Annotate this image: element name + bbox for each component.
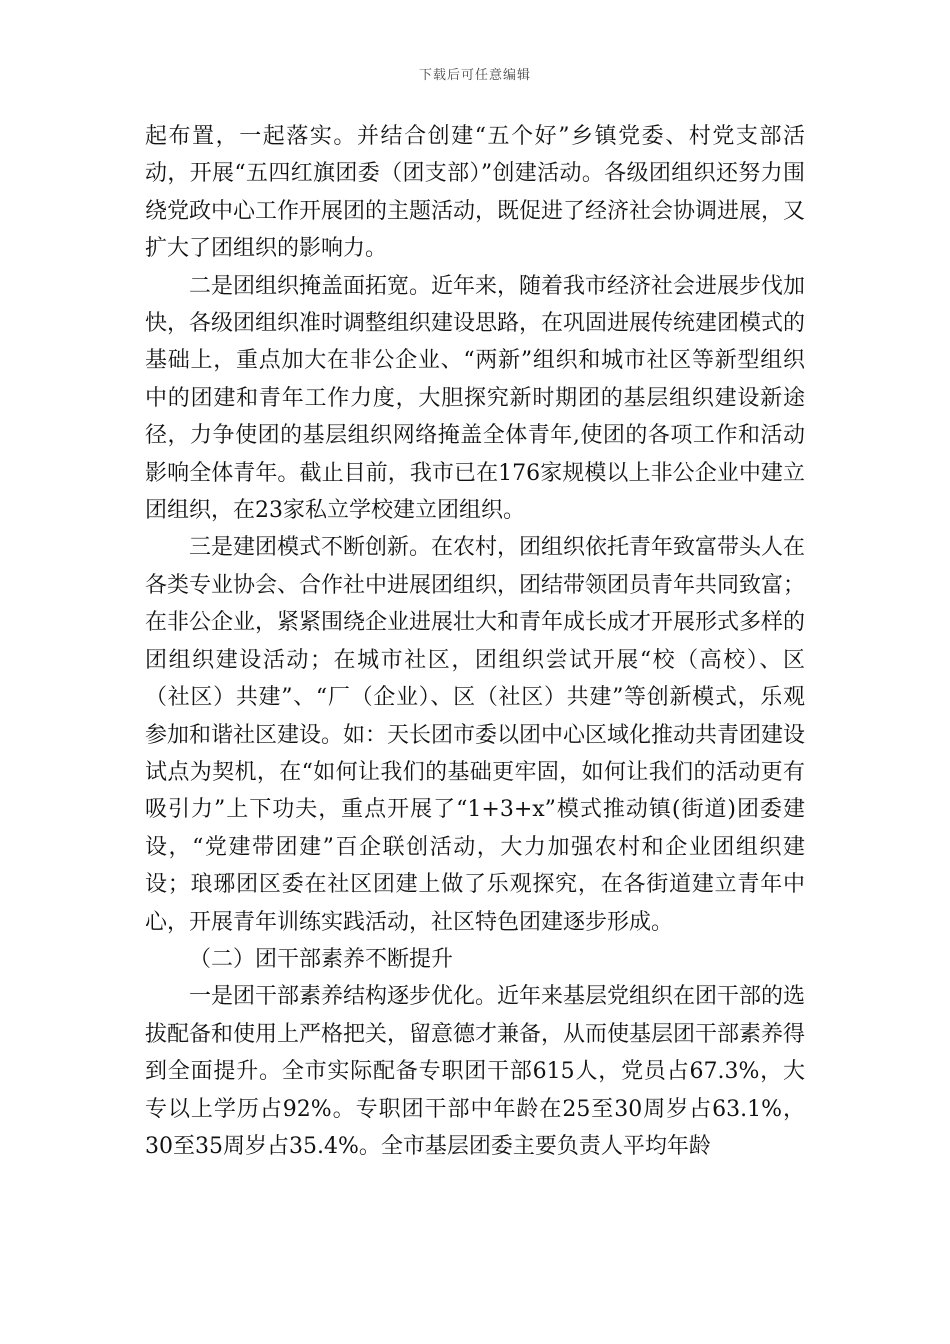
section-subheading: （二）团干部素养不断提升 (189, 946, 454, 972)
paragraph-continuation: 起布置，一起落实。并结合创建“五个好”乡镇党委、村党支部活动，开展“五四红旗团委（团支部）”创建活动。各级团组织还努力围绕党政中心工作开展团的主题活动，既促进了经济社会协调进展，又扩大了团组织的影响力。 (145, 124, 806, 262)
paragraph-cadre-structure: 一是团干部素养结构逐步优化。近年来基层党组织在团干部的选拔配备和使用上严格把关，留意德才兼备，从而使基层团干部素养得到全面提升。全市实际配备专职团干部615人，党员占67.3%，大专以上学历占92%。专职团干部中年龄在25至30周岁占63.1%，30至35周岁占35.4%。全市基层团委主要负责人平均年龄 (145, 984, 806, 1159)
page-header: 下载后可任意编辑 (418, 68, 531, 83)
document-body (145, 118, 805, 1165)
paragraph-innovation-mode: 三是建团模式不断创新。在农村，团组织依托青年致富带头人在各类专业协会、合作社中进展团组织，团结带领团员青年共同致富；在非公企业，紧紧围绕企业进展壮大和青年成长成才开展形式多样的团组织建设活动；在城市社区，团组织尝试开展“校（高校）、区（社区）共建”、“厂（企业）、区（社区）共建”等创新模式，乐观参加和谐社区建设。如：天长团市委以团中心区域化推动共青团建设试点为契机，在“如何让我们的基础更牢固，如何让我们的活动更有吸引力”上下功夫，重点开展了“1+3+x”模式推动镇(街道)团委建设，“党建带团建”百企联创活动，大力加强农村和企业团组织建设；琅琊团区委在社区团建上做了乐观探究，在各街道建立青年中心，开展青年训练实践活动，社区特色团建逐步形成。 (145, 535, 806, 935)
paragraph-organization-coverage: 二是团组织掩盖面拓宽。近年来，随着我市经济社会进展步伐加快，各级团组织准时调整组织建设思路，在巩固进展传统建团模式的基础上，重点加大在非公企业、“两新”组织和城市社区等新型组织中的团建和青年工作力度，大胆探究新时期团的基层组织建设新途径，力争使团的基层组织网络掩盖全体青年,使团的各项工作和活动影响全体青年。截止目前，我市已在176家规模以上非公企业中建立团组织，在23家私立学校建立团组织。 (145, 273, 806, 524)
